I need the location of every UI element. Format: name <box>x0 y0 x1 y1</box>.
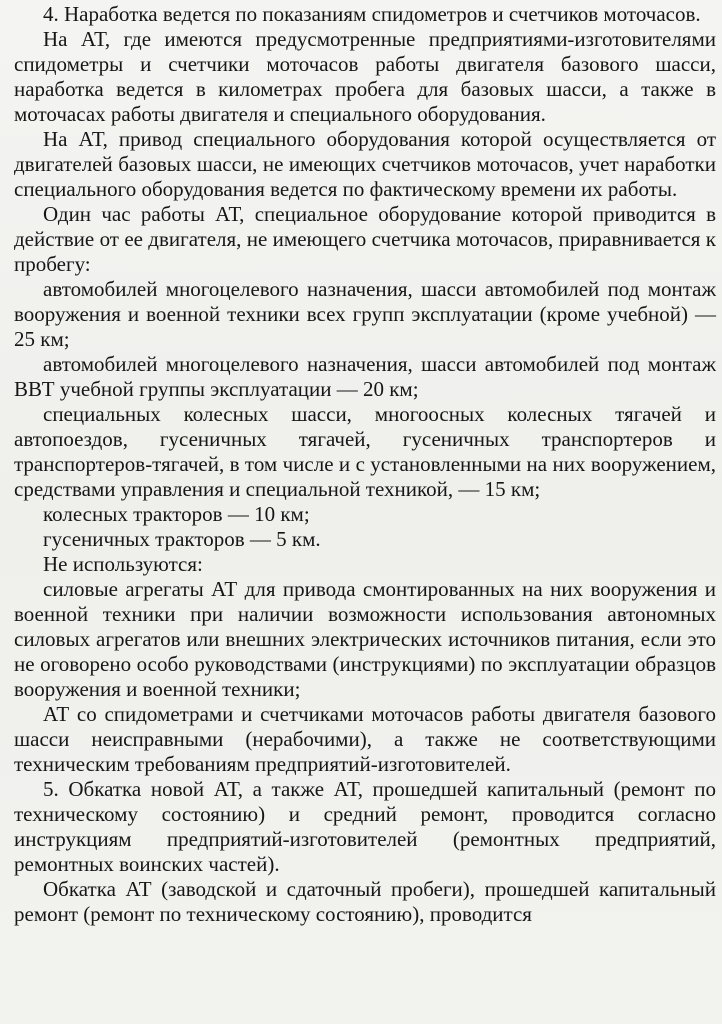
paragraph-break-in-overhaul: Обкатка АТ (заводской и сдаточный пробеги), прошедшей капитальный ремонт (ремонт по техническому состоянию), проводится <box>14 877 716 926</box>
paragraph-special-equipment-drive: На АТ, привод специального оборудования которой осуществляется от двигателей базовых шасси, не имеющих счетчиков моточасов, учет наработки специального оборудования ведется по фактическому времени их работы. <box>14 127 716 201</box>
list-item-power-units: силовые агрегаты АТ для привода смонтированных на них вооружения и военной техники при наличии возможности использования автономных силовых агрегатов или внешних электрических источников питания, если это не оговорено особо руководствами (инструкциями) по эксплуатации образцов вооружения и военной техники; <box>14 577 716 701</box>
paragraph-not-used-heading: Не используются: <box>43 552 203 576</box>
paragraph-item-4-mileage: 4. Наработка ведется по показаниям спидометров и счетчиков моточасов. <box>43 2 701 26</box>
paragraph-item-5-break-in: 5. Обкатка новой АТ, а также АТ, прошедшей капитальный (ремонт по техническому состоянию) и средний ремонт, проводится согласно инструкциям предприятий-изготовителей (ремонтных предприятий, ремонтных воинских частей). <box>14 777 716 876</box>
paragraph-speedometers: На АТ, где имеются предусмотренные предприятиями-изготовителями спидометры и счетчики моточасов работы двигателя базового шасси, наработка ведется в километрах пробега для базовых шасси, а также в моточасах работы двигателя и специального оборудования. <box>14 27 716 126</box>
paragraph-one-hour-equivalence: Один час работы АТ, специальное оборудование которой приводится в действие от ее двигателя, не имеющего счетчика моточасов, приравнивается к пробегу: <box>14 202 716 276</box>
list-item-special-chassis: специальных колесных шасси, многоосных колесных тягачей и автопоездов, гусеничных тягачей, гусеничных транспортеров и транспортеров-тягачей, в том числе и с установленными на них вооружением, средствами управления и специальной техникой, — 15 км; <box>14 402 716 501</box>
list-item-wheeled-tractors: колесных тракторов — 10 км; <box>43 502 310 526</box>
list-item-multipurpose-vehicles: автомобилей многоцелевого назначения, шасси автомобилей под монтаж вооружения и военной техники всех групп эксплуатации (кроме учебной) — 25 км; <box>14 277 716 351</box>
list-item-tracked-tractors: гусеничных тракторов — 5 км. <box>43 527 321 551</box>
list-item-training-group: автомобилей многоцелевого назначения, шасси автомобилей под монтаж ВВТ учебной группы эксплуатации — 20 км; <box>14 352 716 401</box>
list-item-faulty-speedometers: АТ со спидометрами и счетчиками моточасов работы двигателя базового шасси неисправными (нерабочими), а также не соответствующими техническим требованиям предприятий-изготовителей. <box>14 702 716 776</box>
